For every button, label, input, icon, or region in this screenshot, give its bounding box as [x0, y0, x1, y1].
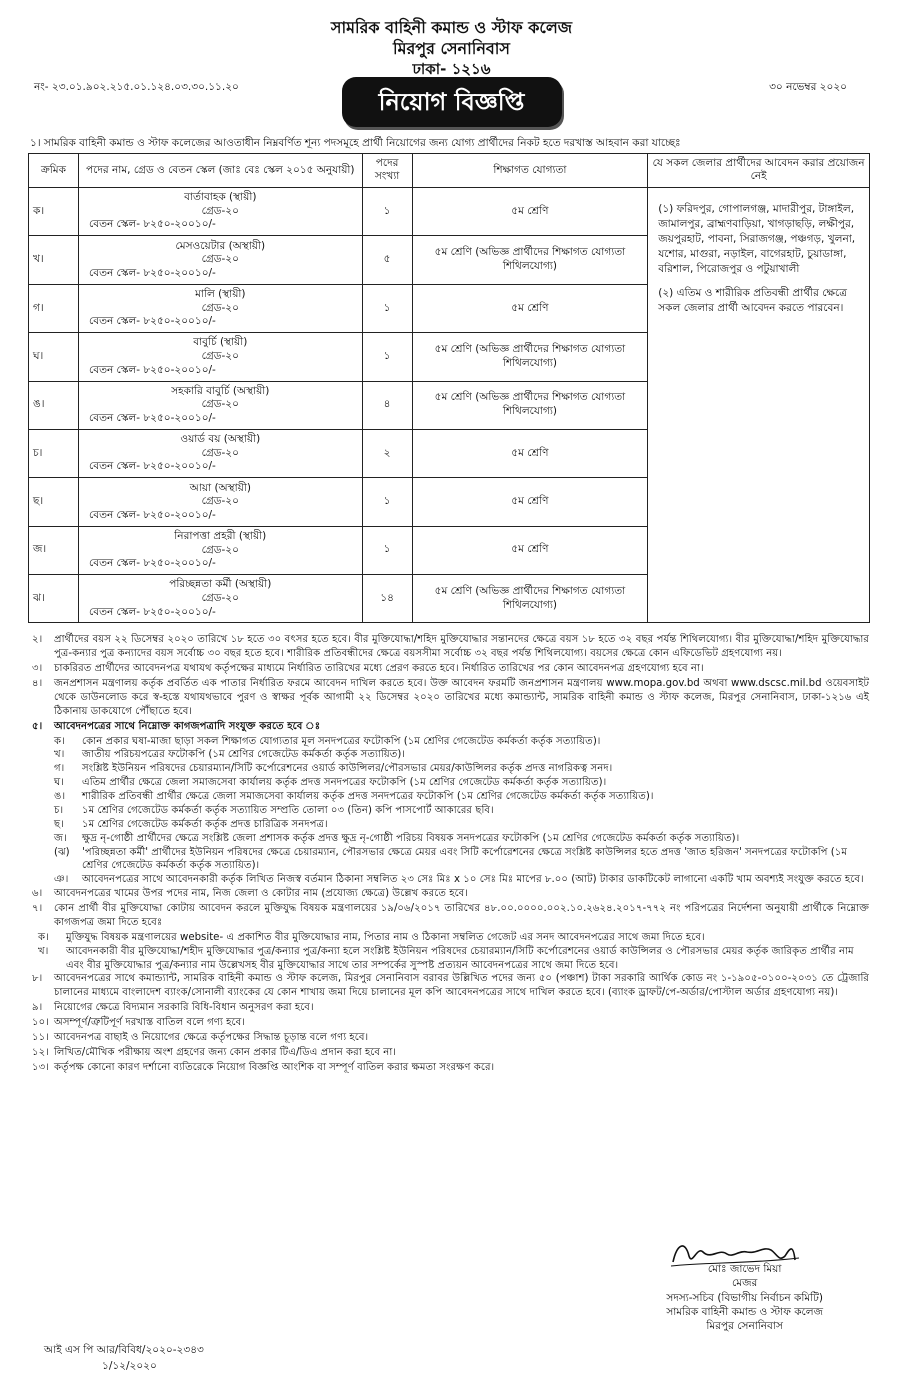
paragraph-number: ২। — [32, 634, 43, 646]
header-post-count: পদের সংখ্যা — [362, 153, 412, 187]
excluded-districts-list: (১) ফরিদপুর, গোপালগঞ্জ, মাদারীপুর, টাঙ্গাইল, জামালপুর, ব্রাহ্মণবাড়িয়া, খাগড়াছড়ি, লক্ষীপুর, জয়পুরহাট, পাবনা, সিরাজগঞ্জ, পঞ্চগড়, খুলনা, যশোর, মাগুরা, নড়াইল, বাগেরহাট, চুয়াডাঙ্গা, বরিশাল, পিরোজপুর ও পটুয়াখালী — [658, 202, 856, 275]
row-serial: ঝ। — [29, 575, 79, 623]
notice-date: ৩০ নভেম্বর ২০২০ — [769, 81, 847, 94]
paragraph-text: আবেদনপত্রের খামের উপর পদের নাম, নিজ জেলা ও কোটার নাম (প্রযোজ্য ক্ষেত্রে) উল্লেখ করতে হবে। — [54, 888, 468, 900]
ispr-date: ১/১২/২০২০ — [102, 1359, 157, 1372]
post-grade: গ্রেড-২০ — [201, 398, 239, 411]
row-serial: জ। — [29, 526, 79, 574]
paragraph-envelope — [32, 887, 869, 901]
header-post-name: পদের নাম, গ্রেড ও বেতন স্কেল (জাঃ বেঃ স্কেল ২০১৫ অনুযায়ী) — [78, 153, 362, 187]
post-grade: গ্রেড-২০ — [201, 301, 239, 314]
item-text: সংশ্লিষ্ট ইউনিয়ন পরিষদের চেয়ারম্যান/সিটি কর্পোরেশনের ওয়ার্ড কাউন্সিলর/পৌরসভার মেয়র/কাউন্সিলর কর্তৃক প্রদত্ত নাগরিকত্ব সনদ। — [82, 763, 613, 775]
paragraph-text: অসম্পূর্ণ/ত্রুটিপূর্ণ দরখাস্ত বাতিল বলে গণ্য হবে। — [54, 1017, 245, 1029]
row-education: ৫ম শ্রেণি — [412, 187, 648, 235]
post-grade: গ্রেড-২০ — [201, 446, 239, 459]
item-text: ১ম শ্রেণির গেজেটেড কর্মকর্তা কর্তৃক সত্যায়িত সম্প্রতি তোলা ০৩ (তিন) কপি পাসপোর্ট আকারের ছবি। — [82, 804, 494, 816]
post-name: আয়া (অস্থায়ী) — [189, 481, 251, 494]
ispr-code: আই এস পি আর/বিবিধ/২০২০-২৩৪৩ — [44, 1344, 204, 1356]
row-count: ১ — [362, 478, 412, 526]
paragraph-rules — [32, 1001, 869, 1015]
item-text: 'পরিচ্ছন্নতা কর্মী' প্রার্থীদের ইউনিয়ন পরিষদের ক্ষেত্রে চেয়ারম্যান, পৌরসভার ক্ষেত্রে মেয়র এবং সিটি কর্পোরেশনের ক্ষেত্রে সংশ্লিষ্ট কাউন্সিলর হতে প্রদত্ত 'জাত হরিজন' সনদপত্রের ফটোকপি (১ম শ্রেণির গেজেটেড কর্মকর্তা কর্তৃক সত্যায়িত)। — [82, 846, 848, 872]
org-name: সামরিক বাহিনী কমান্ড ও স্টাফ কলেজ — [330, 18, 573, 37]
item-number: জ। — [54, 832, 67, 844]
post-scale: বেতন স্কেল- ৮২৫০-২০০১০/- — [88, 605, 216, 618]
post-scale: বেতন স্কেল- ৮২৫০-২০০১০/- — [88, 508, 216, 521]
paragraph-number: ১২। — [32, 1046, 49, 1058]
list-item — [54, 846, 869, 874]
item-number: ক। — [38, 931, 49, 943]
paragraph-text: প্রার্থীদের বয়স ২২ ডিসেম্বর ২০২০ তারিখে ১৮ হতে ৩০ বৎসর হতে হবে। বীর মুক্তিযোদ্ধা/শহিদ মুক্তিযোদ্ধার সন্তানদের ক্ষেত্রে বয়স ১৮ হতে ৩২ বছর পর্যন্ত শিথিলযোগ্য। বীর মুক্তিযোদ্ধা/শহিদ মুক্তিযোদ্ধার পুত্র-কন্যার পুত্র কন্যাদের বয়স সর্বোচ্চ ৩০ বছর হতে হবে। শারীরিক প্রতিবন্ধীদের ক্ষেত্রে বয়সসীমা সর্বোচ্চ ৩২ বছর পর্যন্ত শিথিলযোগ্য। বয়সের ক্ষেত্রে কোন এফিডেভিট গ্রহণযোগ্য নয়। — [54, 634, 869, 660]
post-name: সহকারি বাবুর্চি (অস্থায়ী) — [171, 384, 270, 397]
paragraph-text: লিখিত/মৌখিক পরীক্ষায় অংশ গ্রহণের জন্য কোন প্রকার টিএ/ডিএ প্রদান করা হবে না। — [54, 1046, 396, 1058]
row-count: ৫ — [362, 236, 412, 284]
orphan-disabled-note: (২) এতিম ও শারীরিক প্রতিবন্ধী প্রার্থীর ক্ষেত্রে সকল জেলার প্রার্থী আবেদন করতে পারবেন। — [658, 287, 847, 315]
signatory-org: সামরিক বাহিনী কমান্ড ও স্টাফ কলেজ — [666, 1305, 823, 1318]
paragraph-number: ৫। — [32, 720, 43, 732]
paragraph-employed-applicants — [32, 662, 869, 676]
row-education: ৫ম শ্রেণি (অভিজ্ঞ প্রার্থীদের শিক্ষাগত যোগ্যতা শিথিলযোগ্য) — [412, 333, 648, 381]
paragraph-text: নিয়োগের ক্ষেত্রে বিদ্যমান সরকারি বিধি-বিধান অনুসরণ করা হবে। — [54, 1002, 314, 1014]
row-post — [78, 526, 362, 574]
row-serial: খ। — [29, 236, 79, 284]
post-grade: গ্রেড-২০ — [201, 495, 239, 508]
paragraph-number: ১১। — [32, 1031, 49, 1043]
item-number: ঞ। — [54, 874, 69, 886]
header — [26, 18, 877, 79]
org-location: মিরপুর সেনানিবাস — [393, 38, 510, 58]
intro-paragraph: ১। সামরিক বাহিনী কমান্ড ও স্টাফ কলেজের আওতাধীন নিম্নবর্ণিত শূন্য পদসমূহে প্রার্থী নিয়োগের জন্য যোগ্য প্রার্থীদের নিকট হতে দরখাস্ত আহবান করা যাচ্ছেঃ — [30, 137, 681, 150]
paragraph-number: ১০। — [32, 1017, 49, 1029]
paragraph-age — [32, 633, 869, 661]
paragraph-documents — [32, 720, 869, 734]
header-serial: ক্রমিক — [29, 153, 79, 187]
row-serial: চ। — [29, 429, 79, 477]
paragraph-text: জনপ্রশাসন মন্ত্রণালয় কর্তৃক প্রবর্তিত এক পাতার নির্ধারিত ফরমে আবেদন দাখিল করতে হবে। উক্ত আবেদন ফরমটি জনপ্রশাসন মন্ত্রণালয় www.mopa.gov.bd অথবা www.dscsc.mil.bd ওয়েবসাইট থেকে ডাউনলোড করে স্ব-হস্তে যথাযথভাবে পুরণ ও স্বাক্ষর পূর্বক আগামী ২২ ডিসেম্বর ২০২০ তারিখের মধ্যে কমান্ড্যান্ট, সামরিক বাহিনী কমান্ড ও স্টাফ কলেজ, মিরপুর সেনানিবাস, ঢাকা-১২১৬ এই ঠিকানায় ডাকযোগে পৌঁছাতে হবে। — [54, 678, 869, 717]
signatory-rank: মেজর — [732, 1277, 758, 1290]
list-item — [54, 762, 869, 776]
item-text: আবেদনপত্রের সাথে আবেদনকারী কর্তৃক লিখিত নিজস্ব বর্তমান ঠিকানা সম্বলিত ২৩ সেঃ মিঃ x ১০ সেঃ মিঃ মাপের ৮.০০ (আট) টাকার ডাকটিকেট লাগানো একটি খাম অবশ্যই সংযুক্ত করতে হবে। — [82, 874, 864, 886]
row-serial: ঙ। — [29, 381, 79, 429]
row-education: ৫ম শ্রেণি — [412, 429, 648, 477]
post-scale: বেতন স্কেল- ৮২৫০-২০০১০/- — [88, 557, 216, 570]
post-grade: গ্রেড-২০ — [201, 350, 239, 362]
row-count: ১ — [362, 187, 412, 235]
notice-title: নিয়োগ বিজ্ঞপ্তি — [342, 77, 562, 127]
item-text: কোন প্রকার ঘষা-মাজা ছাড়া সকল শিক্ষাগত যোগ্যতার মূল সনদপত্রের ফটোকপি (১ম শ্রেণির গেজেটেড কর্মকর্তা কর্তৃক সত্যায়িত)। — [82, 735, 601, 747]
row-post — [78, 236, 362, 284]
list-item — [54, 804, 869, 818]
paragraph-text: আবেদনপত্রের সাথে কমান্ড্যান্ট, সামরিক বাহিনী কমান্ড ও স্টাফ কলেজ, মিরপুর সেনানিবাস বরাবর উল্লিখিত পদের জন্য ৫০ (পঞ্চাশ) টাকা সরকারি আর্থিক কোড নং ১-১৯০৫-০১০০-২০৩১ তে ট্রেজারি চালানের মাধ্যমে বাংলাদেশ ব্যাংক/সোনালী ব্যাংকের যে কোন শাখায় জমা দিয়ে চালানের মূল কপি আবেদনপত্রের সাথে দাখিল করতে হবে। (ব্যাংক ড্রাফট/পে-অর্ডার/পোস্টাল অর্ডার গ্রহণযোগ্য নয়)। — [54, 973, 869, 999]
paragraph-application-form — [32, 677, 869, 719]
paragraph-cancellation-right — [32, 1061, 869, 1075]
row-post — [78, 284, 362, 332]
table-header-row — [29, 153, 870, 187]
post-name: পরিচ্ছন্নতা কর্মী (অস্থায়ী) — [169, 578, 272, 591]
post-grade: গ্রেড-২০ — [201, 253, 239, 266]
row-education: ৫ম শ্রেণি — [412, 478, 648, 526]
paragraph-freedom-fighter-quota — [32, 902, 869, 930]
list-item — [54, 832, 869, 846]
post-scale: বেতন স্কেল- ৮২৫০-২০০১০/- — [88, 412, 216, 425]
post-grade: গ্রেড-২০ — [201, 591, 239, 604]
row-serial: ঘ। — [29, 333, 79, 381]
excluded-districts-cell — [648, 187, 870, 623]
footer-reference — [44, 1343, 204, 1375]
row-education: ৫ম শ্রেণি (অভিজ্ঞ প্রার্থীদের শিক্ষাগত যোগ্যতা শিথিলযোগ্য) — [412, 381, 648, 429]
row-count: ৪ — [362, 381, 412, 429]
list-item — [38, 945, 869, 973]
item-number: খ। — [38, 945, 49, 957]
row-post — [78, 429, 362, 477]
reference-row — [26, 79, 877, 137]
row-post — [78, 333, 362, 381]
paragraph-authority-decision — [32, 1031, 869, 1045]
row-education: ৫ম শ্রেণি — [412, 526, 648, 574]
paragraph-number: ১৩। — [32, 1061, 49, 1073]
signatory-name: মোঃ জাভেদ মিয়া — [707, 1263, 782, 1275]
post-grade: গ্রেড-২০ — [201, 543, 239, 556]
notice-body — [26, 633, 877, 1074]
list-item — [54, 873, 869, 887]
paragraph-text: আবেদনপত্র বাছাই ও নিয়োগের ক্ষেত্রে কর্তৃপক্ষের সিদ্ধান্ত চূড়ান্ত বলে গণ্য হবে। — [54, 1031, 369, 1043]
item-number: গ। — [54, 763, 65, 775]
paragraph-number: ৭। — [32, 903, 43, 915]
paragraph-number: ৮। — [32, 973, 43, 985]
row-count: ২ — [362, 429, 412, 477]
list-item — [54, 748, 869, 762]
header-excluded-districts: যে সকল জেলার প্রার্থীদের আবেদন করার প্রয়োজন নেই — [648, 153, 870, 187]
paragraph-number: ৯। — [32, 1002, 43, 1014]
post-scale: বেতন স্কেল- ৮২৫০-২০০১০/- — [88, 460, 216, 473]
item-text: মুক্তিযুদ্ধ বিষয়ক মন্ত্রণালয়ের website- এ প্রকাশিত বীর মুক্তিযোদ্ধার নাম, পিতার নাম ও ঠিকানা সম্বলিত গেজেট এর সনদ আবেদনপত্রের সাথে জমা দিতে হবে। — [66, 931, 705, 943]
item-number: খ। — [54, 749, 65, 761]
signatory-role: সদস্য-সচিব (বিভাগীয় নির্বাচন কমিটি) — [666, 1291, 823, 1304]
item-text: জাতীয় পরিচয়পত্রের ফটোকপি (১ম শ্রেণির গেজেটেড কর্মকর্তা কর্তৃক সত্যায়িত)। — [82, 749, 406, 761]
row-count: ১ — [362, 333, 412, 381]
post-grade: গ্রেড-২০ — [201, 204, 239, 217]
post-name: মেসওয়েটার (অস্থায়ী) — [175, 239, 266, 252]
item-number: (ঝ) — [54, 846, 70, 858]
post-name: বাবুর্চি (স্থায়ী) — [193, 336, 248, 349]
post-name: ওয়ার্ড বয় (অস্থায়ী) — [180, 433, 261, 446]
post-scale: বেতন স্কেল- ৮২৫০-২০০১০/- — [88, 266, 216, 279]
list-item — [54, 818, 869, 832]
list-item — [54, 790, 869, 804]
paragraph-number: ৩। — [32, 663, 43, 675]
row-serial: ক। — [29, 187, 79, 235]
vacancy-table — [28, 153, 870, 624]
paragraph-number: ৬। — [32, 888, 43, 900]
post-name: বার্তাবাহক (স্থায়ী) — [184, 191, 257, 204]
post-scale: বেতন স্কেল- ৮২৫০-২০০১০/- — [88, 218, 216, 231]
paragraph-treasury-challan — [32, 972, 869, 1000]
signatory-place: মিরপুর সেনানিবাস — [706, 1320, 783, 1333]
signature-block — [666, 1262, 823, 1333]
paragraph-number: ৪। — [32, 678, 43, 690]
item-number: ঙ। — [54, 791, 66, 803]
paragraph-incomplete — [32, 1016, 869, 1030]
row-education: ৫ম শ্রেণি (অভিজ্ঞ প্রার্থীদের শিক্ষাগত যোগ্যতা শিথিলযোগ্য) — [412, 575, 648, 623]
item-text: ক্ষুদ্র নৃ-গোষ্ঠী প্রার্থীদের ক্ষেত্রে সংশ্লিষ্ট জেলা প্রশাসক কর্তৃক প্রদত্ত ক্ষুদ্র নৃ-গোষ্ঠী পরিচয় বিষয়ক সনদপত্রের ফটোকপি (১ম শ্রেণির গেজেটেড কর্মকর্তা কর্তৃক সত্যায়িত)। — [82, 832, 740, 844]
row-post — [78, 478, 362, 526]
row-serial: গ। — [29, 284, 79, 332]
paragraph-text: কোন প্রার্থী বীর মুক্তিযোদ্ধা কোটায় আবেদন করলে মুক্তিযুদ্ধ বিষয়ক মন্ত্রণালয়ের ১৯/০৬/২০১৭ তারিখের ৪৮.০০.০০০০.০০২.১০.২৬২৪.২০১৭-৭৭২ নং পরিপত্রের নির্দেশনা অনুযায়ী প্রার্থীকে নিম্নোক্ত কাগজপত্র জমা দিতে হবেঃ — [54, 903, 869, 928]
row-education: ৫ম শ্রেণি (অভিজ্ঞ প্রার্থীদের শিক্ষাগত যোগ্যতা শিথিলযোগ্য) — [412, 236, 648, 284]
post-scale: বেতন স্কেল- ৮২৫০-২০০১০/- — [88, 363, 216, 376]
row-count: ১ — [362, 526, 412, 574]
row-serial: ছ। — [29, 478, 79, 526]
list-item — [54, 776, 869, 790]
post-name: মালি (স্থায়ী) — [195, 287, 246, 300]
list-item — [54, 735, 869, 749]
row-post — [78, 381, 362, 429]
item-text: শারীরিক প্রতিবন্ধী প্রার্থীর ক্ষেত্রে জেলা সমাজসেবা কার্যালয় কর্তৃক প্রদত্ত সনদপত্রের ফটোকপি (১ম শ্রেণির গেজেটেড কর্মকর্তা কর্তৃক সত্যায়িত)। — [82, 791, 654, 803]
item-number: ক। — [54, 735, 65, 747]
paragraph-text: চাকরিরত প্রার্থীদের আবেদনপত্র যথাযথ কর্তৃপক্ষের মাধ্যমে নির্ধারিত তারিখের মধ্যে প্রেরণ করতে হবে। নির্ধারিত তারিখের পর কোন আবেদনপত্র গ্রহণযোগ্য হবে না। — [54, 663, 704, 675]
item-number: চ। — [54, 804, 64, 816]
header-education: শিক্ষাগত যোগ্যতা — [412, 153, 648, 187]
post-name: নিরাপত্তা প্রহরী (স্থায়ী) — [174, 529, 267, 542]
list-item — [38, 931, 869, 945]
item-text: আবেদনকারী বীর মুক্তিযোদ্ধা/শহীদ মুক্তিযোদ্ধার পুত্র/কন্যার পুত্র/কন্যা হলে সংশ্লিষ্ট ইউনিয়ন পরিষদের চেয়ারম্যান/সিটি কর্পোরেশনের ওয়ার্ড কাউন্সিলর ও পৌরসভার মেয়র কর্তৃক জারিকৃত প্রার্থীর নাম এবং বীর মুক্তিযোদ্ধার পুত্র/কন্যার নাম উল্লেখসহ বীর মুক্তিযোদ্ধার সাথে তার সম্পর্কের সুস্পষ্ট প্রত্যয়ন আবেদনপত্রের সাথে জমা দিতে হবে। — [66, 945, 854, 971]
item-number: ছ। — [54, 818, 64, 830]
reference-number: নং- ২৩.০১.৯০২.২১৫.০১.১২৪.০৩.৩০.১১.২০ — [34, 81, 239, 94]
item-text: ১ম শ্রেণির গেজেটেড কর্মকর্তা কর্তৃক প্রদত্ত চারিত্রিক সনদপত্র। — [82, 818, 328, 830]
row-post — [78, 575, 362, 623]
paragraph-no-ta-da — [32, 1046, 869, 1060]
row-count: ১৪ — [362, 575, 412, 623]
org-city: ঢাকা- ১২১৬ — [412, 59, 491, 78]
row-count: ১ — [362, 284, 412, 332]
paragraph-text: আবেদনপত্রের সাথে নিম্নোক্ত কাগজপত্রাদি সংযুক্ত করতে হবে ঃ — [54, 720, 321, 732]
item-number: ঘ। — [54, 777, 64, 789]
item-text: এতিম প্রার্থীর ক্ষেত্রে জেলা সমাজসেবা কার্যালয় কর্তৃক প্রদত্ত সনদপত্রের ফটোকপি (১ম শ্রেণির গেজেটেড কর্মকর্তা কর্তৃক সত্যায়িত)। — [82, 777, 607, 789]
table-row — [29, 187, 870, 235]
post-scale: বেতন স্কেল- ৮২৫০-২০০১০/- — [88, 315, 216, 328]
paragraph-text: কর্তৃপক্ষ কোনো কারণ দর্শানো ব্যতিরেকে নিয়োগ বিজ্ঞপ্তি আংশিক বা সম্পূর্ণ বাতিল করার ক্ষমতা সংরক্ষণ করে। — [54, 1061, 495, 1073]
row-education: ৫ম শ্রেণি — [412, 284, 648, 332]
row-post — [78, 187, 362, 235]
